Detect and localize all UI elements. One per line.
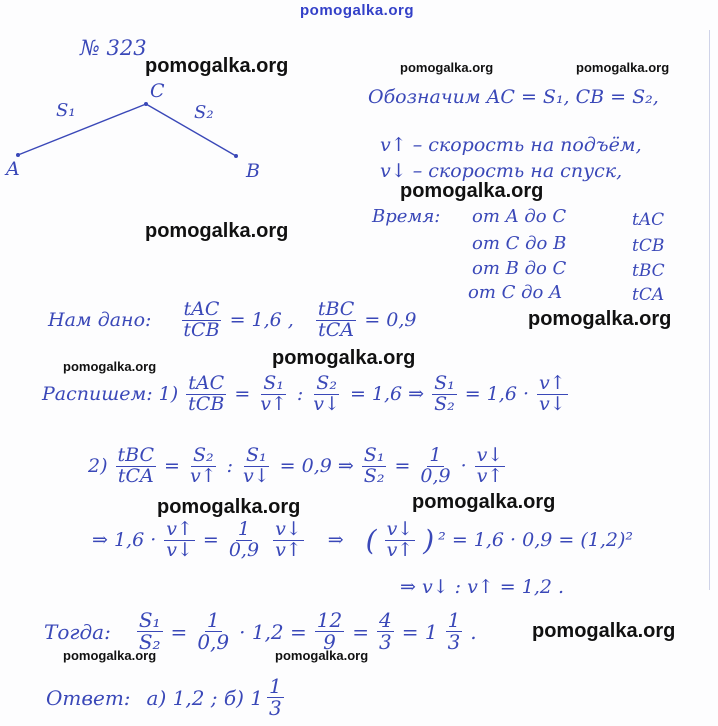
problem-number: № 323 xyxy=(80,36,147,60)
time-row-text: от B до C xyxy=(472,258,567,279)
time-row-var: tBC xyxy=(632,261,665,281)
watermark-top: pomogalka.org xyxy=(300,2,415,19)
fraction: $\frac{v↓}{v↑}$ xyxy=(275,518,302,561)
time-row-var: tCA xyxy=(632,285,665,305)
fraction: $\frac{\text{S₁}}{\text{S₂}}$ xyxy=(434,372,455,415)
step-1: Распишем: 1) $\frac{\text{tAC}}{\text{tCB}}$ = $\frac{\text{S₁}}{v↑}$ : $\frac{\text{S₂}}{v↓}$ = 1,6 ⇒ $\frac{\text{S₁}}{\text{S₂}}$ = 1,6 · $\frac{v↑}{v↓}$ xyxy=(42,372,566,415)
segment-cb xyxy=(146,104,236,156)
notation-line-3: v↓ – скорость на спуск, xyxy=(380,160,623,182)
notation-line-1: Обозначим AC = S₁, CB = S₂, xyxy=(368,86,659,108)
fraction: $\frac{\text{tAC}}{\text{tCB}}$ xyxy=(183,298,220,341)
fraction: $\frac{1}{3}$ xyxy=(447,608,461,654)
watermark: pomogalka.org xyxy=(145,55,289,77)
fraction: $\frac{\text{tBC}}{\text{tCA}}$ xyxy=(117,444,155,487)
paren-close: ) xyxy=(423,523,435,557)
fraction: $\frac{1}{0,9}$ xyxy=(228,518,260,561)
fraction: $\frac{\text{S₁}}{v↓}$ xyxy=(243,444,270,487)
watermark: pomogalka.org xyxy=(145,220,289,242)
fraction: $\frac{\text{tAC}}{\text{tCB}}$ xyxy=(188,372,225,415)
label-c: C xyxy=(150,80,165,102)
point-a xyxy=(16,153,20,157)
step-2: 2) $\frac{\text{tBC}}{\text{tCA}}$ = $\frac{\text{S₂}}{v↑}$ : $\frac{\text{S₁}}{v↓}$ = 0,9 ⇒ $\frac{\text{S₁}}{\text{S₂}}$ = $\frac{1}{0,9}$ · $\frac{v↓}{v↑}$ xyxy=(88,444,504,487)
fraction: $\frac{\text{tBC}}{\text{tCA}}$ xyxy=(317,298,355,341)
then-line: Тогда: $\frac{\text{S₁}}{\text{S₂}}$ = $\frac{1}{0,9}$ · 1,2 = $\frac{12}{9}$ = $\frac{4}{3}$ = 1 $\frac{1}{3}$ . xyxy=(44,608,477,654)
time-row-text: от A до C xyxy=(472,206,567,227)
step-4: ⇒ v↓ : v↑ = 1,2 . xyxy=(400,576,565,598)
label-s2: S₂ xyxy=(194,102,214,123)
fraction: $\frac{4}{3}$ xyxy=(378,608,392,654)
notation-line-2: v↑ – скорость на подъём, xyxy=(380,134,642,156)
fraction: $\frac{1}{3}$ xyxy=(268,674,282,720)
fraction: $\frac{1}{0,9}$ xyxy=(197,608,230,654)
watermark: pomogalka.org xyxy=(272,347,416,369)
watermark: pomogalka.org xyxy=(528,308,672,330)
fraction: $\frac{\text{S₂}}{v↓}$ xyxy=(313,372,340,415)
paren-open: ( xyxy=(365,523,377,557)
label-b: B xyxy=(246,160,260,182)
segment-ac xyxy=(18,104,146,155)
answer-line: Ответ: а) 1,2 ; б) 1 $\frac{1}{3}$ xyxy=(46,674,282,720)
watermark: pomogalka.org xyxy=(63,648,157,663)
watermark: pomogalka.org xyxy=(532,620,676,642)
point-c xyxy=(144,102,148,106)
watermark: pomogalka.org xyxy=(412,491,556,513)
time-label: Время: xyxy=(372,206,441,227)
label-a: A xyxy=(6,158,20,180)
fraction: $\frac{\text{S₁}}{\text{S₂}}$ xyxy=(363,444,385,487)
watermark: pomogalka.org xyxy=(400,180,544,202)
fraction: $\frac{\text{S₂}}{v↑}$ xyxy=(189,444,217,487)
step-3: ⇒ 1,6 · $\frac{v↑}{v↓}$ = $\frac{1}{0,9}$ $\frac{v↓}{v↑}$ ⇒ ( $\frac{v↓}{v↑}$ ) ² = 1,6 · 0,9 = (1,2)² xyxy=(92,518,633,561)
fraction: $\frac{v↓}{v↑}$ xyxy=(476,444,504,487)
time-row-var: tCB xyxy=(632,236,665,256)
point-b xyxy=(234,154,238,158)
given-line: Нам дано: $\frac{\text{tAC}}{\text{tCB}}$ = 1,6 , $\frac{\text{tBC}}{\text{tCA}}$ = 0,9 xyxy=(48,298,417,341)
fraction: $\frac{\text{S₁}}{\text{S₂}}$ xyxy=(138,608,161,654)
fraction: $\frac{1}{0,9}$ xyxy=(420,444,451,487)
time-row-text: от C до B xyxy=(472,233,567,254)
fraction: $\frac{v↓}{v↑}$ xyxy=(386,518,414,561)
fraction: $\frac{12}{9}$ xyxy=(316,608,343,654)
label-s1: S₁ xyxy=(56,100,76,121)
time-row-text: от C до A xyxy=(468,282,563,303)
given-label: Нам дано: xyxy=(48,309,152,332)
watermark: pomogalka.org xyxy=(275,648,369,663)
fraction: $\frac{v↑}{v↓}$ xyxy=(166,518,193,561)
fraction: $\frac{\text{S₁}}{v↑}$ xyxy=(260,372,287,415)
time-row-var: tAC xyxy=(632,210,665,230)
watermark: pomogalka.org xyxy=(400,60,494,75)
watermark: pomogalka.org xyxy=(157,496,301,518)
watermark: pomogalka.org xyxy=(63,359,157,374)
watermark: pomogalka.org xyxy=(576,60,670,75)
fraction: $\frac{v↑}{v↓}$ xyxy=(539,372,566,415)
